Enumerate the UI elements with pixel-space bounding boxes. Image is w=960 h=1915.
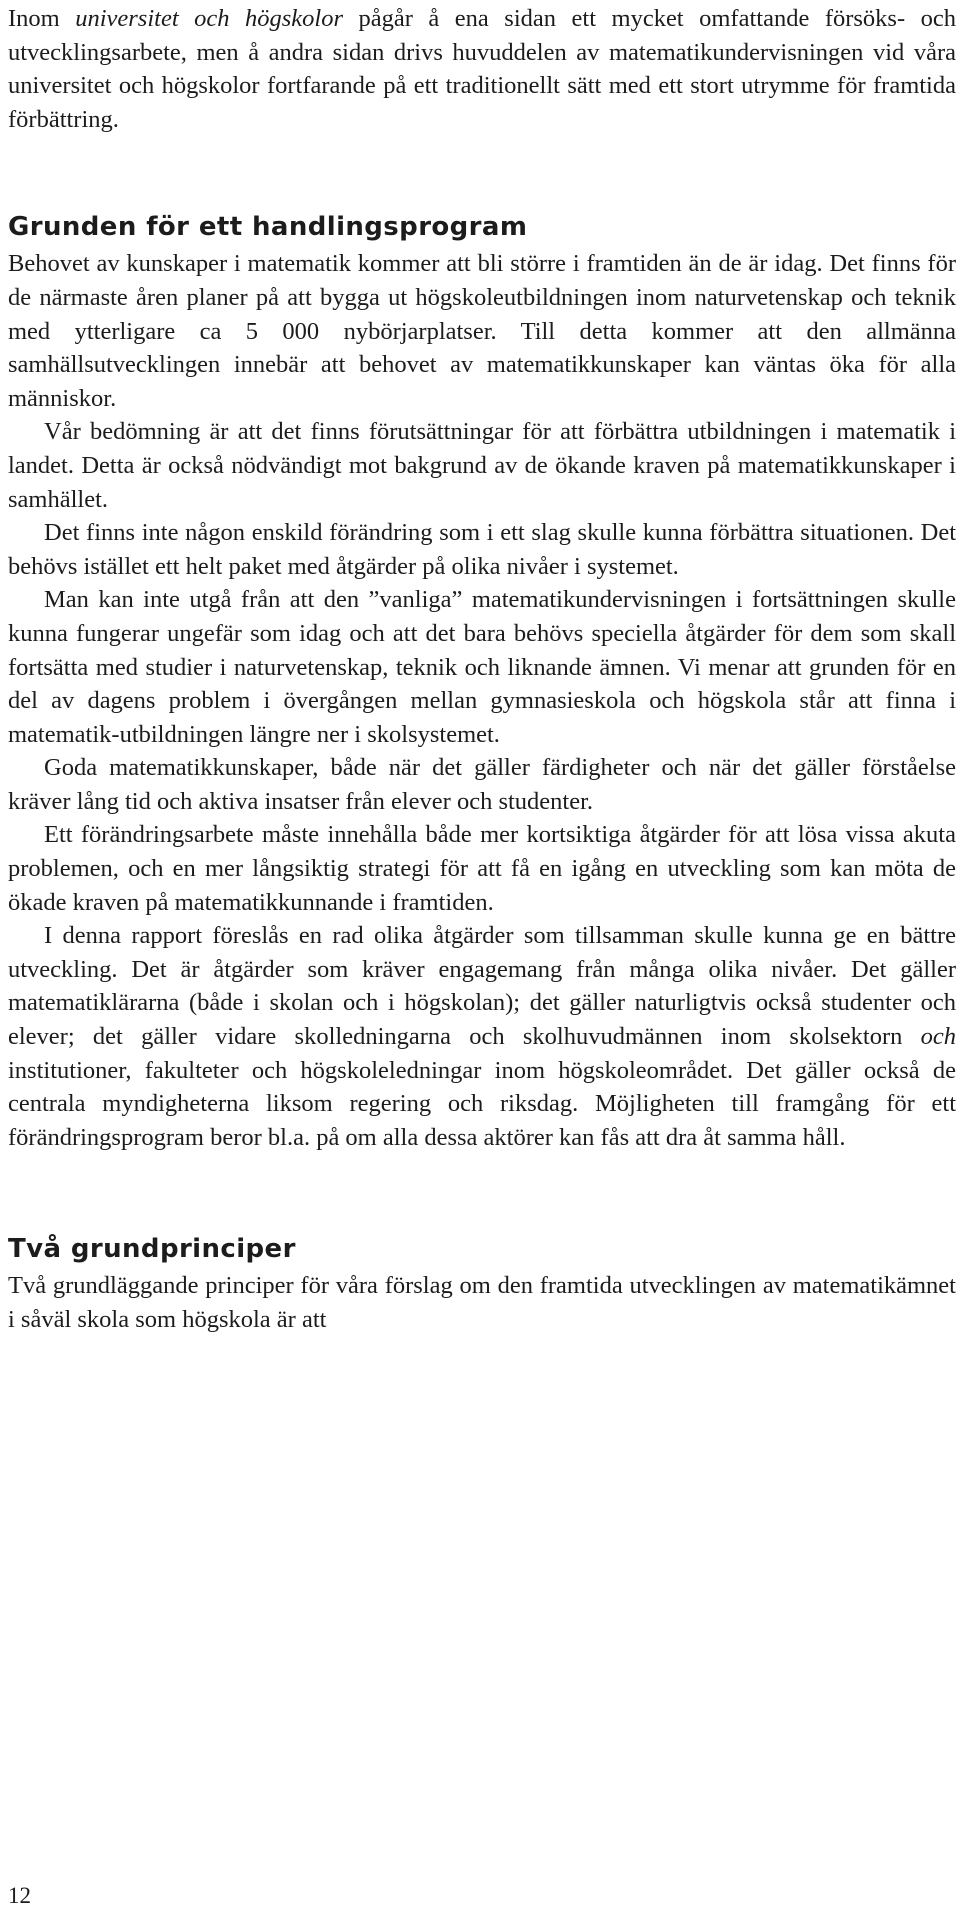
section1-paragraph-4: Man kan inte utgå från att den ”vanliga” matematikundervisningen i fortsättningen skulle kunna fungerar ungefär som idag och att det bara behövs speciella åtgärder för dem som skall fortsätta med studier i naturvetenskap, teknik och liknande ämnen. Vi menar att grunden för en del av dagens problem i övergången mellan gymnasieskola och högskola står att finna i matematik-utbildningen längre ner i skolsystemet.: [8, 586, 956, 748]
section1-paragraph-6: Ett förändringsarbete måste innehålla både mer kortsiktiga åtgärder för att lösa vissa akuta problemen, och en mer långsiktig strategi för att få en igång en utveckling som kan möta de ökade kraven på matematikkunnande i framtiden.: [8, 821, 956, 916]
intro-paragraph: [8, 2, 956, 136]
section1-paragraph-7: [8, 919, 956, 1154]
p7-italic-word: och: [920, 1023, 956, 1051]
page-number: 12: [8, 1883, 31, 1908]
section-heading-grundprinciper: Två grundprinciper: [8, 1234, 296, 1265]
section-heading-grunden: Grunden för ett handlingsprogram: [8, 212, 528, 243]
intro-lead-italic: universitet och högskolor: [75, 5, 344, 32]
section1-paragraph-3: Det finns inte någon enskild förändring som i ett slag skulle kunna förbättra situationen. Det behövs istället ett helt paket med åtgärder på olika nivåer i systemet.: [8, 519, 956, 580]
section2-paragraph-1: Två grundläggande principer för våra förslag om den framtida utvecklingen av matematikämnet i såväl skola som högskola är att: [8, 1272, 956, 1333]
intro-rest: pågår å ena sidan ett mycket omfattande försöks- och utvecklingsarbete, men å andra sidan drivs huvuddelen av matematikundervisningen vid våra universitet och högskolor fortfarande på ett traditionellt sätt med ett stort utrymme för framtida förbättring.: [8, 5, 956, 133]
intro-lead: Inom: [8, 5, 76, 32]
document-page: [8, 0, 956, 1337]
section1-paragraph-5: Goda matematikkunskaper, både när det gäller färdigheter och när det gäller förståelse kräver lång tid och aktiva insatser från elever och studenter.: [8, 754, 956, 815]
p7-text-before: I denna rapport föreslås en rad olika åtgärder som tillsamman skulle kunna ge en bättre utveckling. Det är åtgärder som kräver engagemang från många olika nivåer. Det gäller matematiklärarna (både i skolan och i högskolan); det gäller naturligtvis också studenter och elever; det gäller vidare skolledningarna och skolhuvudmännen inom skolsektorn: [8, 922, 956, 1051]
p7-text-after: institutioner, fakulteter och högskoleledningar inom högskoleområdet. Det gäller också de centrala myndigheterna liksom regering och riksdag. Möjligheten till framgång för ett förändringsprogram beror bl.a. på om alla dessa aktörer kan fås att dra åt samma håll.: [8, 1056, 956, 1151]
section1-paragraph-1: Behovet av kunskaper i matematik kommer att bli större i framtiden än de är idag. Det finns för de närmaste åren planer på att bygga ut högskoleutbildningen inom naturvetenskap och teknik med ytterligare ca 5 000 nybörjarplatser. Till detta kommer att den allmänna samhällsutvecklingen innebär att behovet av matematikkunskaper kan väntas öka för alla människor.: [8, 250, 956, 412]
section1-paragraph-2: Vår bedömning är att det finns förutsättningar för att förbättra utbildningen i matematik i landet. Detta är också nödvändigt mot bakgrund av de ökande kraven på matematikkunskaper i samhället.: [8, 418, 956, 513]
